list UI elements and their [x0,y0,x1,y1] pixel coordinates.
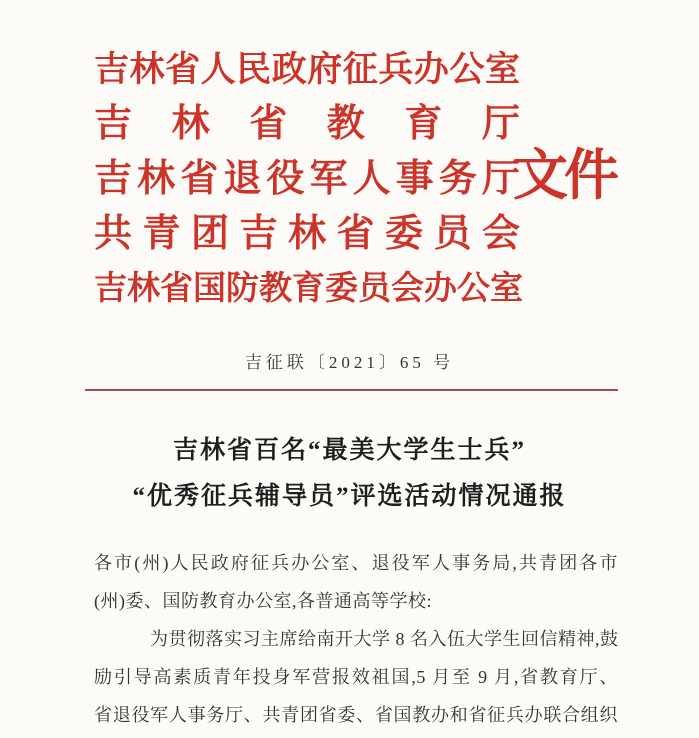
letterhead-line-3: 吉林省退役军人事务厅 [94,158,520,200]
letterhead-line-4: 共青团吉林省委员会 [94,213,520,255]
document-number: 吉征联〔2021〕65 号 [244,353,455,372]
body-paragraph1-line1: 各市(州)人民政府征兵办公室、退役军人事务局,共青团各市 [94,553,618,573]
letterhead [94,42,523,317]
title-line-1: 吉林省百名“最美大学生士兵” [172,437,526,464]
wenjian-label: 文件 [513,145,616,206]
document-body [94,544,618,734]
letterhead-line-5: 吉林省国防教育委员会办公室 [94,271,523,307]
letterhead-line-2: 吉林省教育厅 [94,103,520,145]
body-paragraph2-line3: 省退役军人事务厅、共青团省委、省国教办和省征兵办联合组织 [94,705,618,725]
red-separator-line [85,389,618,391]
letterhead-line-1: 吉林省人民政府征兵办公室 [94,50,520,89]
title-line-2: “优秀征兵辅导员”评选活动情况通报 [132,483,567,510]
body-paragraph2-line2: 励引导高素质青年投身军营报效祖国,5 月至 9 月,省教育厅、 [94,667,618,687]
document-title [0,428,699,520]
body-paragraph2-line1: 为贯彻落实习主席给南开大学 8 名入伍大学生回信精神,鼓 [150,629,619,649]
body-paragraph1-line2: (州)委、国防教育办公室,各普通高等学校: [94,591,432,611]
